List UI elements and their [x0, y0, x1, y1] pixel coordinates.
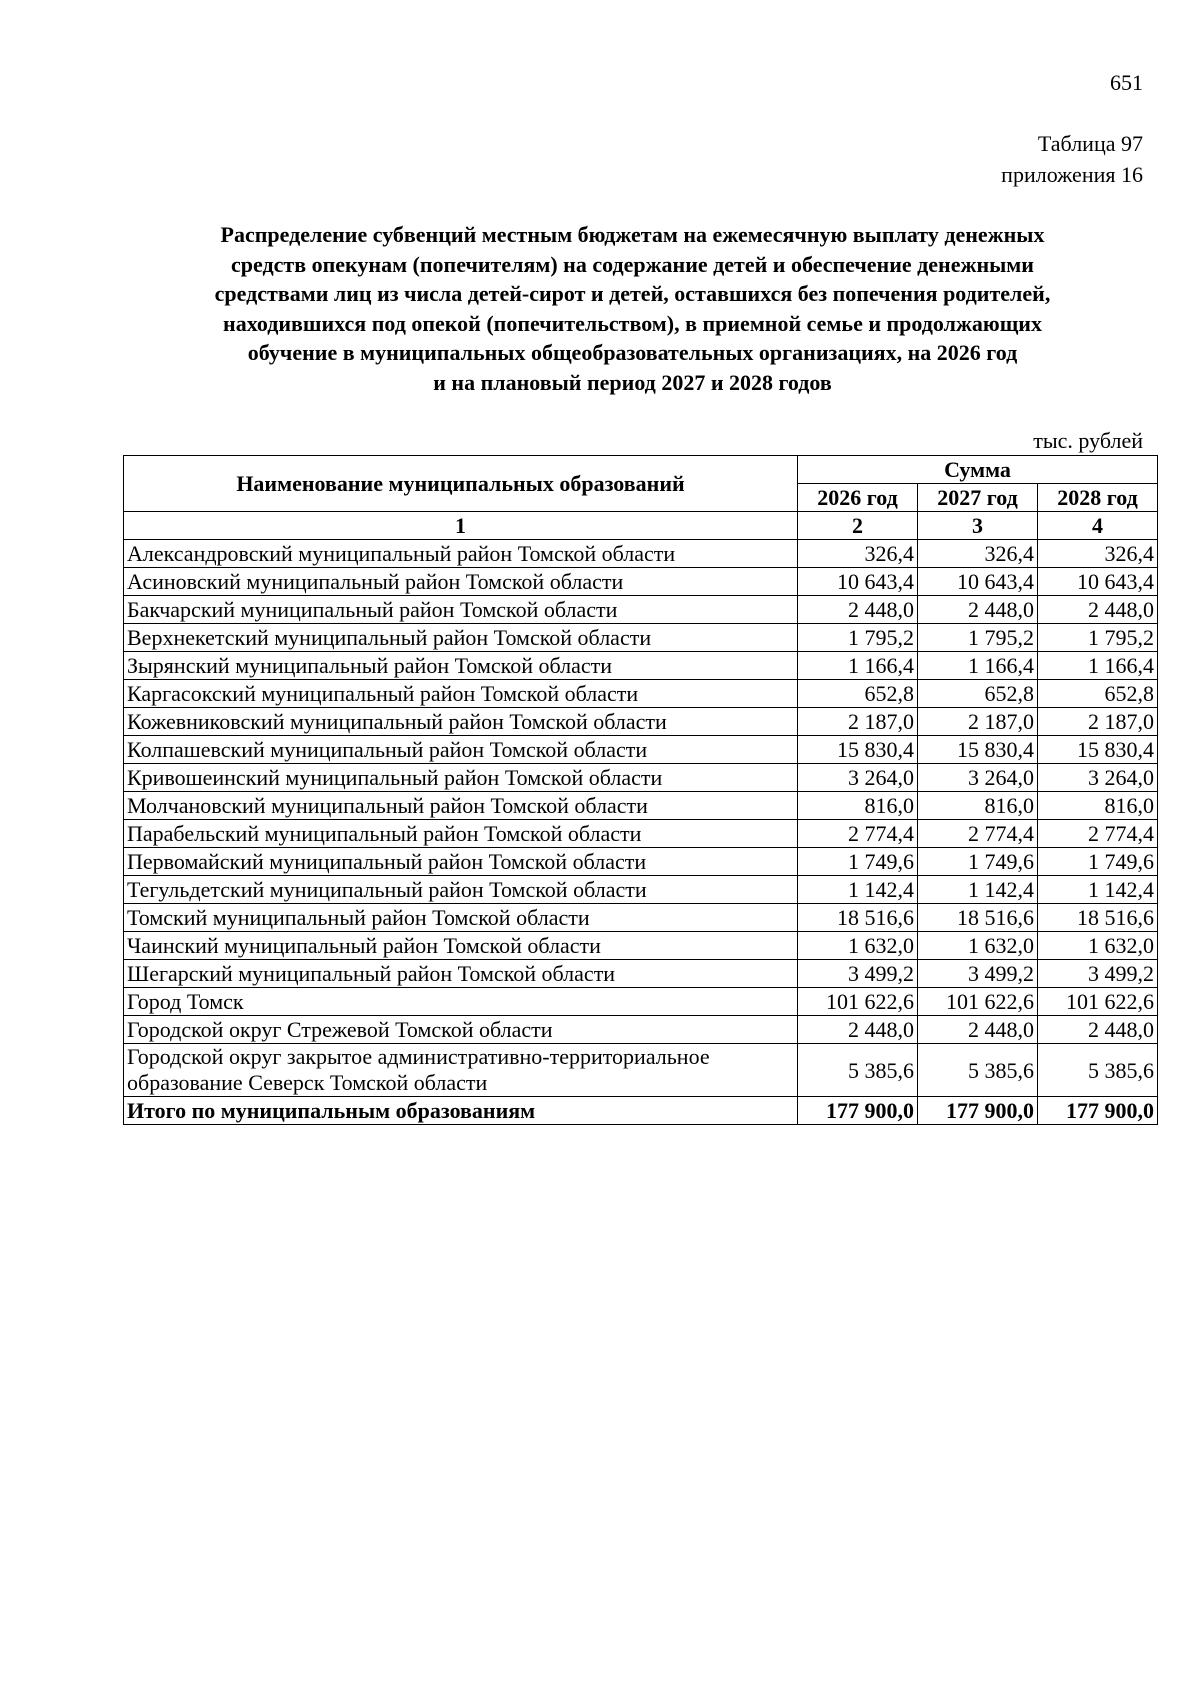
- table-row: [124, 1016, 1158, 1044]
- value-2027: 2 448,0: [918, 596, 1038, 624]
- units-label: тыс. рублей: [1033, 428, 1143, 453]
- value-2026: 15 830,4: [798, 736, 918, 764]
- municipality-name: Городской округ закрытое административно-территориальное образование Северск Томской области: [124, 1044, 798, 1097]
- value-2028: 1 142,4: [1038, 876, 1158, 904]
- municipality-name: Томский муниципальный район Томской области: [124, 904, 798, 932]
- value-2028: 326,4: [1038, 540, 1158, 568]
- title-line: находившихся под опекой (попечительством), в приемной семье и продолжающих: [223, 310, 1042, 336]
- value-2027: 2 774,4: [918, 820, 1038, 848]
- table-row: [124, 988, 1158, 1016]
- value-2028: 101 622,6: [1038, 988, 1158, 1016]
- column-number: 4: [1038, 512, 1158, 540]
- value-2028: 15 830,4: [1038, 736, 1158, 764]
- value-2027: 2 187,0: [918, 708, 1038, 736]
- value-2028: 2 448,0: [1038, 1016, 1158, 1044]
- table-row: [124, 1044, 1158, 1097]
- value-2026: 10 643,4: [798, 568, 918, 596]
- value-2028: 1 749,6: [1038, 848, 1158, 876]
- value-2027: 1 166,4: [918, 652, 1038, 680]
- document-title: [110, 220, 1155, 397]
- value-2026: 3 499,2: [798, 960, 918, 988]
- header-year-2027: 2027 год: [918, 484, 1038, 512]
- municipality-name: Асиновский муниципальный район Томской области: [124, 568, 798, 596]
- table-row: [124, 848, 1158, 876]
- value-2027: 816,0: [918, 792, 1038, 820]
- municipality-name: Парабельский муниципальный район Томской области: [124, 820, 798, 848]
- value-2028: 18 516,6: [1038, 904, 1158, 932]
- table-caption-number: Таблица 97: [1037, 131, 1143, 156]
- municipality-name: Шегарский муниципальный район Томской области: [124, 960, 798, 988]
- value-2026: 18 516,6: [798, 904, 918, 932]
- header-name: Наименование муниципальных образований: [124, 456, 798, 512]
- subventions-table: [123, 455, 1158, 1125]
- table-row: [124, 736, 1158, 764]
- total-2027: 177 900,0: [918, 1097, 1038, 1125]
- table-caption: [1001, 128, 1143, 190]
- value-2028: 3 499,2: [1038, 960, 1158, 988]
- value-2027: 3 264,0: [918, 764, 1038, 792]
- column-number: 2: [798, 512, 918, 540]
- table-row: [124, 568, 1158, 596]
- municipality-name: Чаинский муниципальный район Томской области: [124, 932, 798, 960]
- column-number: 1: [124, 512, 798, 540]
- table-row: [124, 792, 1158, 820]
- value-2026: 2 774,4: [798, 820, 918, 848]
- municipality-name: Колпашевский муниципальный район Томской области: [124, 736, 798, 764]
- value-2026: 2 187,0: [798, 708, 918, 736]
- table-caption-appendix: приложения 16: [1001, 162, 1143, 187]
- municipality-name: Бакчарский муниципальный район Томской области: [124, 596, 798, 624]
- municipality-name: Кривошеинский муниципальный район Томской области: [124, 764, 798, 792]
- value-2028: 2 187,0: [1038, 708, 1158, 736]
- value-2026: 101 622,6: [798, 988, 918, 1016]
- header-sum: Сумма: [798, 456, 1158, 484]
- value-2028: 2 448,0: [1038, 596, 1158, 624]
- table-row: [124, 540, 1158, 568]
- value-2027: 1 749,6: [918, 848, 1038, 876]
- value-2027: 101 622,6: [918, 988, 1038, 1016]
- value-2028: 1 166,4: [1038, 652, 1158, 680]
- table-row: [124, 820, 1158, 848]
- value-2027: 1 142,4: [918, 876, 1038, 904]
- value-2027: 1 795,2: [918, 624, 1038, 652]
- value-2027: 2 448,0: [918, 1016, 1038, 1044]
- value-2026: 2 448,0: [798, 596, 918, 624]
- value-2027: 5 385,6: [918, 1044, 1038, 1097]
- municipality-name: Верхнекетский муниципальный район Томской области: [124, 624, 798, 652]
- value-2026: 326,4: [798, 540, 918, 568]
- value-2028: 652,8: [1038, 680, 1158, 708]
- municipality-name: Каргасокский муниципальный район Томской области: [124, 680, 798, 708]
- total-label: Итого по муниципальным образованиям: [124, 1097, 798, 1125]
- value-2028: 3 264,0: [1038, 764, 1158, 792]
- value-2026: 1 632,0: [798, 932, 918, 960]
- value-2026: 1 795,2: [798, 624, 918, 652]
- municipality-name: Тегульдетский муниципальный район Томской области: [124, 876, 798, 904]
- table-row: [124, 708, 1158, 736]
- value-2026: 1 749,6: [798, 848, 918, 876]
- municipality-name: Городской округ Стрежевой Томской области: [124, 1016, 798, 1044]
- value-2027: 10 643,4: [918, 568, 1038, 596]
- municipality-name: Зырянский муниципальный район Томской области: [124, 652, 798, 680]
- value-2026: 5 385,6: [798, 1044, 918, 1097]
- municipality-name: Молчановский муниципальный район Томской области: [124, 792, 798, 820]
- value-2028: 1 795,2: [1038, 624, 1158, 652]
- table-row: [124, 596, 1158, 624]
- value-2027: 1 632,0: [918, 932, 1038, 960]
- table-row: [124, 932, 1158, 960]
- table-row: [124, 904, 1158, 932]
- title-line: средствами лиц из числа детей-сирот и детей, оставшихся без попечения родителей,: [214, 281, 1051, 306]
- title-line: обучение в муниципальных общеобразовательных организациях, на 2026 год: [247, 340, 1018, 365]
- table-row: [124, 680, 1158, 708]
- value-2026: 816,0: [798, 792, 918, 820]
- municipality-name: Кожевниковский муниципальный район Томской области: [124, 708, 798, 736]
- table-row: [124, 876, 1158, 904]
- column-number: 3: [918, 512, 1038, 540]
- table-row: [124, 652, 1158, 680]
- value-2028: 2 774,4: [1038, 820, 1158, 848]
- value-2026: 3 264,0: [798, 764, 918, 792]
- municipality-name: Город Томск: [124, 988, 798, 1016]
- municipality-name: Первомайский муниципальный район Томской области: [124, 848, 798, 876]
- table-row: [124, 960, 1158, 988]
- table-row: [124, 764, 1158, 792]
- value-2026: 652,8: [798, 680, 918, 708]
- page-number: 651: [1110, 70, 1143, 95]
- value-2027: 652,8: [918, 680, 1038, 708]
- title-line: средств опекунам (попечителям) на содержание детей и обеспечение денежными: [231, 251, 1034, 277]
- header-year-2028: 2028 год: [1038, 484, 1158, 512]
- value-2027: 3 499,2: [918, 960, 1038, 988]
- title-line: Распределение субвенций местным бюджетам на ежемесячную выплату денежных: [220, 222, 1045, 247]
- value-2027: 326,4: [918, 540, 1038, 568]
- total-2028: 177 900,0: [1038, 1097, 1158, 1125]
- total-row: [124, 1097, 1158, 1125]
- value-2028: 10 643,4: [1038, 568, 1158, 596]
- table-body: [124, 540, 1158, 1125]
- value-2027: 15 830,4: [918, 736, 1038, 764]
- total-2026: 177 900,0: [798, 1097, 918, 1125]
- table-row: [124, 624, 1158, 652]
- value-2027: 18 516,6: [918, 904, 1038, 932]
- title-line: и на плановый период 2027 и 2028 годов: [433, 369, 832, 395]
- header-year-2026: 2026 год: [798, 484, 918, 512]
- value-2026: 2 448,0: [798, 1016, 918, 1044]
- municipality-name: Александровский муниципальный район Томской области: [124, 540, 798, 568]
- value-2028: 816,0: [1038, 792, 1158, 820]
- value-2028: 5 385,6: [1038, 1044, 1158, 1097]
- value-2026: 1 166,4: [798, 652, 918, 680]
- value-2028: 1 632,0: [1038, 932, 1158, 960]
- value-2026: 1 142,4: [798, 876, 918, 904]
